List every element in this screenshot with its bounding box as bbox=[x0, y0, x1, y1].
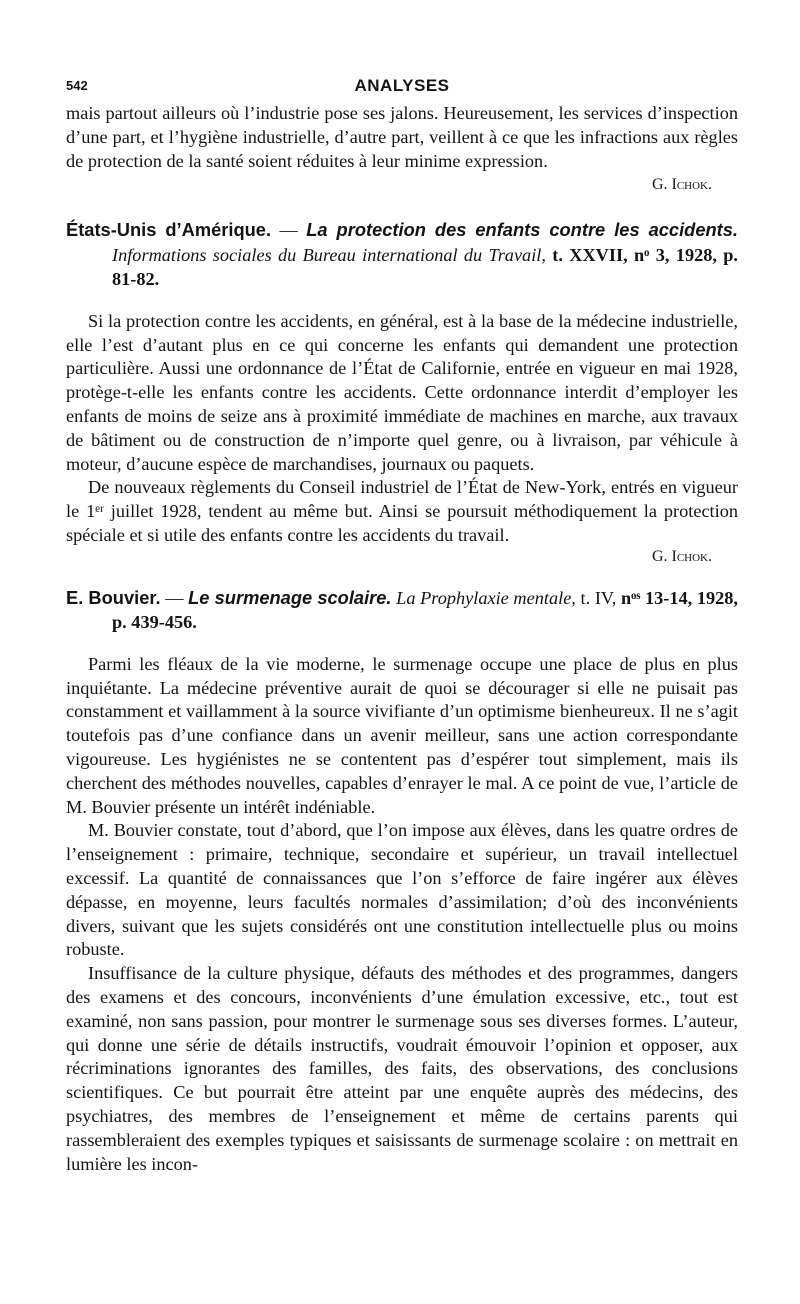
article-1-dash: — bbox=[271, 220, 307, 241]
article-2-title: Le surmenage scolaire. bbox=[188, 586, 392, 608]
article-1-title: La protection des enfants contre les accidents. bbox=[306, 219, 738, 241]
article-1-reference: t. XXVII, nᵒ 3, 1928, p. 81-82. bbox=[112, 244, 739, 290]
page-number: 542 bbox=[66, 78, 88, 93]
article-2-paragraph: Insuffisance de la culture physique, défauts des méthodes et des programmes, dangers des examens et des concours, inconvénients d’une émulation excessive, etc., tout est examiné, non sans passion, pour montrer le surmenage sous ses diverses formes. L’auteur, qui donne une série de détails instructifs, voudrait émouvoir l’opinion et opposer, aux récriminations ignorantes des familles, des faits, des observations, des conclusions scientifiques. Ce but pourrait être atteint par une enquête auprès des médecins, des psychiatres, des membres de l’enseignement et même de certains parents qui rassembleraient des exemples typiques et saisissants de surmenage scolaire : on mettrait en lumière les incon- bbox=[66, 963, 738, 1174]
article-2-dash: — bbox=[160, 587, 189, 608]
previous-article-text: mais partout ailleurs où l’industrie pose ses jalons. Heureusement, les services d’inspection d’une part, et l’hygiène industrielle, d’autre part, veillent à ce que les infractions aux règles de protection de la santé soient réduites à leur minime expression. bbox=[66, 103, 738, 171]
article-2-paragraph: Parmi les fléaux de la vie moderne, le surmenage occupe une place de plus en plus inquiétante. La médecine préventive aurait de quoi se décourager si elle ne puisait pas constamment et vaillamment à la source vivifiante d’un optimisme bienheureux. Il ne s’agit toutefois pas d’une confiance dans un avenir meilleur, sans une action correspondante vigoureuse. Les hygiénistes ne se contentent pas d’espérer tout simplement, mais ils cherchent des méthodes nouvelles, capables d’enrayer le mal. A ce point de vue, l’article de M. Bouvier présente un intérêt indéniable. bbox=[66, 653, 738, 817]
page-header bbox=[66, 72, 738, 102]
page bbox=[66, 72, 738, 1176]
article-2-heading bbox=[66, 586, 738, 635]
signature-text: G. Ichok. bbox=[651, 176, 712, 194]
signature-text: G. Ichok. bbox=[651, 547, 712, 565]
article-1-heading bbox=[66, 218, 738, 292]
article-2-reference: nᵒˢ 13-14, 1928, p. 439-456. bbox=[112, 587, 739, 633]
article-1-signature bbox=[66, 546, 738, 568]
article-1-paragraph: Si la protection contre les accidents, en général, est à la base de la médecine industrielle, elle l’est d’autant plus en ce qui concerne les enfants qui demandent une protection particulière. Aussi une ordonnance de l’État de Californie, entrée en vigueur en mai 1928, protège-t-elle les enfants contre les accidents. Cette ordonnance interdit d’employer les enfants de moins de seize ans à proximité immédiate de machines en marche, aux travaux de bâtiment ou de construction de n’importe quel genre, ou à livraison, par véhicule à moteur, d’aucune espèce de marchandises, journaux ou paquets. bbox=[66, 310, 738, 474]
article-2-paragraph: M. Bouvier constate, tout d’abord, que l’on impose aux élèves, dans les quatre ordres de l’enseignement : primaire, technique, secondaire et supérieur, un travail intellectuel excessif. La quantité de connaissances que l’on s’efforce de faire ingérer aux élèves dépasse, en moyenne, leurs facultés normales d’assimilation; d’où des inconvénients divers, suivant que les sujets considérés ont une constitution intellectuelle plus ou moins robuste. bbox=[66, 820, 738, 960]
running-head: ANALYSES bbox=[354, 76, 450, 95]
article-2-volume: t. IV, bbox=[580, 587, 617, 608]
previous-article-signature bbox=[66, 174, 738, 196]
article-1-country: États-Unis d’Amérique. bbox=[66, 219, 272, 241]
article-2-source: La Prophylaxie mentale, bbox=[396, 587, 576, 608]
article-2-author: E. Bouvier. bbox=[66, 586, 161, 608]
article-1-source: Informations sociales du Bureau international du Travail, bbox=[112, 244, 546, 265]
article-1-paragraph: De nouveaux règlements du Conseil industriel de l’État de New-York, entrés en vigueur le 1ᵉʳ juillet 1928, tendent au même but. Ainsi se poursuit méthodiquement la protection spéciale et si utile des enfants contre les accidents du travail. bbox=[66, 477, 738, 546]
